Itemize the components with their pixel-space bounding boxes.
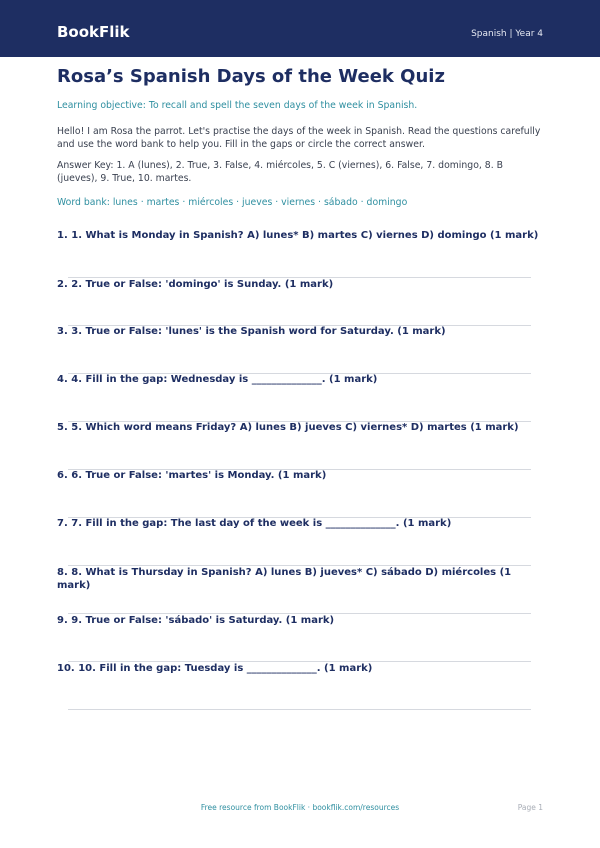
- answer-key: Answer Key: 1. A (lunes), 2. True, 3. False, 4. miércoles, 5. C (viernes), 6. False, 7. domingo, 8. B (jueves), 9. True, 10. martes.: [57, 160, 503, 184]
- question-1: 1. 1. What is Monday in Spanish? A) lunes* B) martes C) viernes D) domingo (1 mark): [57, 230, 539, 241]
- question-2: 2. 2. True or False: 'domingo' is Sunday. (1 mark): [57, 279, 334, 290]
- question-7: 7. 7. Fill in the gap: The last day of the week is ______________. (1 mark): [57, 518, 452, 529]
- question-9: 9. 9. True or False: 'sábado' is Saturday. (1 mark): [57, 615, 335, 626]
- word-bank: Word bank: lunes · martes · miércoles · jueves · viernes · sábado · domingo: [57, 197, 408, 208]
- header-bar: [0, 0, 600, 57]
- page-title: Rosa’s Spanish Days of the Week Quiz: [57, 66, 445, 87]
- learning-objective: Learning objective: To recall and spell the seven days of the week in Spanish.: [57, 100, 418, 111]
- answer-line-10: [68, 709, 531, 710]
- question-8: 8. 8. What is Thursday in Spanish? A) lunes B) jueves* C) sábado D) miércoles (1 mark): [57, 567, 512, 591]
- subject-year-label: Spanish | Year 4: [471, 29, 543, 39]
- question-6: 6. 6. True or False: 'martes' is Monday. (1 mark): [57, 470, 327, 481]
- page-number: Page 1: [517, 803, 543, 812]
- brand-logo: BookFlik: [57, 23, 130, 41]
- intro-text: Hello! I am Rosa the parrot. Let's practise the days of the week in Spanish. Read the questions carefully and use the word bank to help you. Fill in the gaps or circle the correct answer.: [57, 126, 541, 150]
- question-5: 5. 5. Which word means Friday? A) lunes B) jueves C) viernes* D) martes (1 mark): [57, 422, 519, 433]
- question-4: 4. 4. Fill in the gap: Wednesday is ______________. (1 mark): [57, 374, 378, 385]
- question-10: 10. 10. Fill in the gap: Tuesday is ______________. (1 mark): [57, 663, 373, 674]
- footer-credit: Free resource from BookFlik · bookflik.com/resources: [200, 803, 400, 812]
- question-3: 3. 3. True or False: 'lunes' is the Spanish word for Saturday. (1 mark): [57, 326, 446, 337]
